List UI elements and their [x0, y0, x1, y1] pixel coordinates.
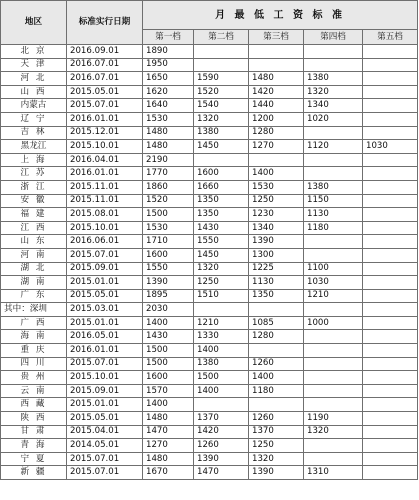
- wage-tier-5-cell: [363, 316, 418, 330]
- wage-tier-2-cell: 1590: [194, 72, 249, 86]
- table-row: [1, 45, 418, 59]
- wage-tier-5-cell: [363, 439, 418, 453]
- wage-tier-4-cell: 1190: [304, 412, 363, 426]
- wage-tier-4-cell: 1120: [304, 140, 363, 154]
- wage-tier-4-cell: [304, 344, 363, 358]
- wage-tier-4-cell: 1020: [304, 112, 363, 126]
- table-row: [1, 167, 418, 181]
- wage-tier-4-cell: [304, 384, 363, 398]
- wage-tier-2-cell: 1430: [194, 221, 249, 235]
- date-cell: 2015.11.01: [67, 180, 143, 194]
- table-row: [1, 276, 418, 290]
- wage-tier-3-cell: [249, 344, 304, 358]
- table-row: [1, 235, 418, 249]
- wage-tier-3-cell: 1530: [249, 180, 304, 194]
- wage-tier-1-cell: 1470: [143, 425, 194, 439]
- wage-tier-5-cell: [363, 99, 418, 113]
- table-row: [1, 371, 418, 385]
- wage-tier-1-cell: 1480: [143, 126, 194, 140]
- date-cell: 2015.07.01: [67, 452, 143, 466]
- wage-tier-5-cell: [363, 303, 418, 317]
- region-cell: 内蒙古: [1, 99, 67, 113]
- wage-tier-5-cell: [363, 398, 418, 412]
- wage-tier-3-cell: 1250: [249, 439, 304, 453]
- date-cell: 2015.10.01: [67, 221, 143, 235]
- region-cell: 黑龙江: [1, 140, 67, 154]
- date-cell: 2015.01.01: [67, 276, 143, 290]
- tier-header-3: 第三档: [249, 30, 304, 45]
- wage-tier-5-cell: [363, 466, 418, 480]
- region-cell: 天 津: [1, 58, 67, 72]
- wage-tier-1-cell: 1890: [143, 45, 194, 59]
- wage-tier-1-cell: 1400: [143, 316, 194, 330]
- region-cell: 山 西: [1, 85, 67, 99]
- wage-tier-2-cell: 1390: [194, 452, 249, 466]
- table-body: [1, 45, 418, 480]
- table-row: [1, 99, 418, 113]
- wage-tier-5-cell: [363, 167, 418, 181]
- wage-tier-2-cell: 1540: [194, 99, 249, 113]
- region-cell: 山 东: [1, 235, 67, 249]
- wage-tier-2-cell: 1500: [194, 371, 249, 385]
- wage-tier-1-cell: 1400: [143, 398, 194, 412]
- table-row: [1, 357, 418, 371]
- region-cell: 广 东: [1, 289, 67, 303]
- wage-tier-4-cell: [304, 452, 363, 466]
- region-cell: 陕 西: [1, 412, 67, 426]
- wage-tier-2-cell: 1510: [194, 289, 249, 303]
- table-row: [1, 398, 418, 412]
- table-row: [1, 412, 418, 426]
- region-cell: 北 京: [1, 45, 67, 59]
- wage-tier-1-cell: 1480: [143, 412, 194, 426]
- wage-tier-4-cell: 1380: [304, 180, 363, 194]
- date-cell: 2015.07.01: [67, 466, 143, 480]
- region-cell: 辽 宁: [1, 112, 67, 126]
- wage-tier-3-cell: [249, 398, 304, 412]
- wage-tier-4-cell: [304, 235, 363, 249]
- wage-tier-2-cell: 1320: [194, 262, 249, 276]
- wage-tier-2-cell: 1400: [194, 344, 249, 358]
- region-cell: 浙 江: [1, 180, 67, 194]
- date-cell: 2015.03.01: [67, 303, 143, 317]
- wage-tier-2-cell: 1450: [194, 140, 249, 154]
- wage-tier-2-cell: [194, 303, 249, 317]
- wage-tier-2-cell: 1600: [194, 167, 249, 181]
- date-cell: 2015.05.01: [67, 412, 143, 426]
- date-cell: 2015.07.01: [67, 357, 143, 371]
- wage-tier-1-cell: 1500: [143, 344, 194, 358]
- wage-tier-2-cell: 1250: [194, 276, 249, 290]
- wage-tier-4-cell: 1150: [304, 194, 363, 208]
- wage-tier-4-cell: 1320: [304, 85, 363, 99]
- wage-tier-1-cell: 1430: [143, 330, 194, 344]
- wage-tier-5-cell: [363, 45, 418, 59]
- table-row: [1, 262, 418, 276]
- table-row: [1, 384, 418, 398]
- table-row: [1, 452, 418, 466]
- region-cell: 福 建: [1, 208, 67, 222]
- wage-tier-2-cell: 1370: [194, 412, 249, 426]
- wage-tier-5-cell: [363, 425, 418, 439]
- header-row: [1, 1, 418, 30]
- wage-tier-5-cell: [363, 85, 418, 99]
- tier-header-2: 第二档: [194, 30, 249, 45]
- region-cell: 宁 夏: [1, 452, 67, 466]
- wage-tier-3-cell: 1340: [249, 221, 304, 235]
- date-cell: 2015.01.01: [67, 316, 143, 330]
- date-cell: 2014.05.01: [67, 439, 143, 453]
- wage-tier-1-cell: 1600: [143, 371, 194, 385]
- table-row: [1, 58, 418, 72]
- date-cell: 2015.01.01: [67, 398, 143, 412]
- wage-tier-5-cell: [363, 412, 418, 426]
- wage-tier-2-cell: 1550: [194, 235, 249, 249]
- wage-tier-3-cell: 1390: [249, 235, 304, 249]
- wage-tier-4-cell: [304, 371, 363, 385]
- wage-tier-5-cell: [363, 153, 418, 167]
- wage-tier-1-cell: 1390: [143, 276, 194, 290]
- date-cell: 2016.01.01: [67, 167, 143, 181]
- wage-tier-4-cell: [304, 167, 363, 181]
- wage-tier-2-cell: 1330: [194, 330, 249, 344]
- wage-tier-4-cell: [304, 248, 363, 262]
- wage-tier-5-cell: [363, 208, 418, 222]
- region-header: 地区: [1, 1, 67, 45]
- table-row: [1, 72, 418, 86]
- date-cell: 2015.09.01: [67, 262, 143, 276]
- wage-tier-2-cell: 1400: [194, 384, 249, 398]
- wage-tier-5-cell: [363, 58, 418, 72]
- wage-tier-5-cell: [363, 276, 418, 290]
- wage-tier-4-cell: [304, 58, 363, 72]
- wage-tier-1-cell: 1500: [143, 357, 194, 371]
- date-cell: 2015.12.01: [67, 126, 143, 140]
- table-row: [1, 425, 418, 439]
- table-row: [1, 140, 418, 154]
- date-header: 标准实行日期: [67, 1, 143, 45]
- wage-tier-1-cell: 1640: [143, 99, 194, 113]
- region-cell: 广 西: [1, 316, 67, 330]
- wage-tier-3-cell: 1280: [249, 330, 304, 344]
- wage-tier-1-cell: 1520: [143, 194, 194, 208]
- wage-tier-3-cell: [249, 45, 304, 59]
- wage-tier-1-cell: 1770: [143, 167, 194, 181]
- date-cell: 2015.08.01: [67, 208, 143, 222]
- table-row: [1, 180, 418, 194]
- region-cell: 重 庆: [1, 344, 67, 358]
- wage-tier-3-cell: [249, 58, 304, 72]
- wage-tier-4-cell: 1100: [304, 262, 363, 276]
- table-row: [1, 112, 418, 126]
- wage-tier-1-cell: 1860: [143, 180, 194, 194]
- wage-tier-5-cell: [363, 452, 418, 466]
- date-cell: 2016.01.01: [67, 344, 143, 358]
- wage-tier-4-cell: 1030: [304, 276, 363, 290]
- wage-tier-2-cell: [194, 45, 249, 59]
- wage-tier-1-cell: 1570: [143, 384, 194, 398]
- wage-tier-3-cell: 1440: [249, 99, 304, 113]
- table-row: [1, 303, 418, 317]
- table-row: [1, 466, 418, 480]
- wage-tier-3-cell: 1420: [249, 85, 304, 99]
- date-cell: 2015.10.01: [67, 371, 143, 385]
- region-cell: 吉 林: [1, 126, 67, 140]
- region-cell: 江 西: [1, 221, 67, 235]
- date-cell: 2015.07.01: [67, 99, 143, 113]
- wage-tier-4-cell: 1340: [304, 99, 363, 113]
- wage-tier-5-cell: [363, 72, 418, 86]
- wage-tier-2-cell: 1470: [194, 466, 249, 480]
- wage-tier-1-cell: 1530: [143, 112, 194, 126]
- region-cell: 海 南: [1, 330, 67, 344]
- region-cell: 青 海: [1, 439, 67, 453]
- table-row: [1, 248, 418, 262]
- wage-tier-2-cell: 1520: [194, 85, 249, 99]
- wage-tier-4-cell: 1310: [304, 466, 363, 480]
- wage-tier-1-cell: 2030: [143, 303, 194, 317]
- wage-tier-3-cell: 1350: [249, 289, 304, 303]
- region-cell: 湖 北: [1, 262, 67, 276]
- table-row: [1, 221, 418, 235]
- date-cell: 2016.04.01: [67, 153, 143, 167]
- wage-tier-1-cell: 1650: [143, 72, 194, 86]
- wage-tier-3-cell: [249, 303, 304, 317]
- wage-tier-4-cell: [304, 126, 363, 140]
- date-cell: 2015.11.01: [67, 194, 143, 208]
- wage-tier-4-cell: [304, 398, 363, 412]
- date-cell: 2016.05.01: [67, 330, 143, 344]
- wage-tier-4-cell: [304, 153, 363, 167]
- wage-tier-5-cell: [363, 384, 418, 398]
- table-row: [1, 289, 418, 303]
- wage-tier-5-cell: [363, 180, 418, 194]
- region-cell: 上 海: [1, 153, 67, 167]
- region-cell: 云 南: [1, 384, 67, 398]
- wage-tier-4-cell: 1130: [304, 208, 363, 222]
- wage-tier-3-cell: 1250: [249, 194, 304, 208]
- date-cell: 2016.09.01: [67, 45, 143, 59]
- wage-tier-1-cell: 1270: [143, 439, 194, 453]
- wage-tier-2-cell: 1260: [194, 439, 249, 453]
- table-row: [1, 208, 418, 222]
- wage-tier-1-cell: 1950: [143, 58, 194, 72]
- wage-tier-5-cell: [363, 221, 418, 235]
- date-cell: 2016.07.01: [67, 58, 143, 72]
- tier-header-1: 第一档: [143, 30, 194, 45]
- wage-tier-4-cell: [304, 330, 363, 344]
- region-cell: 湖 南: [1, 276, 67, 290]
- wage-tier-4-cell: [304, 303, 363, 317]
- region-cell: 河 南: [1, 248, 67, 262]
- date-cell: 2015.05.01: [67, 289, 143, 303]
- wage-tier-4-cell: [304, 357, 363, 371]
- wage-tier-1-cell: 1670: [143, 466, 194, 480]
- wage-tier-4-cell: 1000: [304, 316, 363, 330]
- wage-tier-5-cell: [363, 235, 418, 249]
- wage-tier-5-cell: [363, 344, 418, 358]
- date-cell: 2016.01.01: [67, 112, 143, 126]
- wage-tier-2-cell: 1450: [194, 248, 249, 262]
- wage-tier-3-cell: 1400: [249, 371, 304, 385]
- wage-tier-3-cell: 1300: [249, 248, 304, 262]
- wage-tier-5-cell: [363, 371, 418, 385]
- wage-tier-3-cell: 1260: [249, 412, 304, 426]
- wage-tier-3-cell: 1390: [249, 466, 304, 480]
- region-cell: 河 北: [1, 72, 67, 86]
- wage-tier-3-cell: 1180: [249, 384, 304, 398]
- wage-tier-1-cell: 2190: [143, 153, 194, 167]
- wage-tier-1-cell: 1620: [143, 85, 194, 99]
- table-row: [1, 344, 418, 358]
- wage-tier-1-cell: 1895: [143, 289, 194, 303]
- table-row: [1, 439, 418, 453]
- wage-tier-2-cell: 1320: [194, 112, 249, 126]
- wage-tier-2-cell: [194, 153, 249, 167]
- wage-tier-1-cell: 1480: [143, 452, 194, 466]
- table-title: 月 最 低 工 资 标 准: [143, 1, 418, 30]
- wage-tier-3-cell: 1370: [249, 425, 304, 439]
- wage-tier-4-cell: 1320: [304, 425, 363, 439]
- region-cell: 西 藏: [1, 398, 67, 412]
- wage-tier-3-cell: 1200: [249, 112, 304, 126]
- region-cell: 江 苏: [1, 167, 67, 181]
- wage-tier-5-cell: [363, 289, 418, 303]
- wage-tier-1-cell: 1600: [143, 248, 194, 262]
- wage-tier-3-cell: [249, 153, 304, 167]
- wage-tier-5-cell: [363, 262, 418, 276]
- wage-tier-4-cell: [304, 439, 363, 453]
- region-cell: 新 疆: [1, 466, 67, 480]
- region-cell: 其中：深圳: [1, 303, 67, 317]
- date-cell: 2015.07.01: [67, 248, 143, 262]
- table-row: [1, 194, 418, 208]
- date-cell: 2015.10.01: [67, 140, 143, 154]
- date-cell: 2016.07.01: [67, 72, 143, 86]
- wage-tier-3-cell: 1320: [249, 452, 304, 466]
- date-cell: 2016.06.01: [67, 235, 143, 249]
- table-row: [1, 153, 418, 167]
- table-row: [1, 330, 418, 344]
- wage-tier-1-cell: 1500: [143, 208, 194, 222]
- wage-tier-5-cell: [363, 330, 418, 344]
- tier-header-4: 第四档: [304, 30, 363, 45]
- wage-tier-4-cell: 1180: [304, 221, 363, 235]
- wage-tier-3-cell: 1130: [249, 276, 304, 290]
- wage-tier-3-cell: 1225: [249, 262, 304, 276]
- wage-tier-3-cell: 1085: [249, 316, 304, 330]
- wage-tier-2-cell: 1660: [194, 180, 249, 194]
- wage-tier-1-cell: 1710: [143, 235, 194, 249]
- wage-tier-4-cell: 1210: [304, 289, 363, 303]
- wage-tier-5-cell: [363, 357, 418, 371]
- table-row: [1, 126, 418, 140]
- wage-tier-2-cell: 1350: [194, 208, 249, 222]
- region-cell: 四 川: [1, 357, 67, 371]
- wage-tier-2-cell: 1210: [194, 316, 249, 330]
- date-cell: 2015.05.01: [67, 85, 143, 99]
- table-row: [1, 85, 418, 99]
- region-cell: 安 徽: [1, 194, 67, 208]
- date-cell: 2015.09.01: [67, 384, 143, 398]
- wage-tier-1-cell: 1550: [143, 262, 194, 276]
- table-row: [1, 316, 418, 330]
- region-cell: 贵 州: [1, 371, 67, 385]
- wage-tier-1-cell: 1530: [143, 221, 194, 235]
- tier-header-5: 第五档: [363, 30, 418, 45]
- wage-tier-4-cell: [304, 45, 363, 59]
- wage-tier-1-cell: 1480: [143, 140, 194, 154]
- wage-tier-2-cell: [194, 398, 249, 412]
- wage-tier-3-cell: 1400: [249, 167, 304, 181]
- wage-tier-3-cell: 1280: [249, 126, 304, 140]
- wage-tier-2-cell: 1380: [194, 126, 249, 140]
- wage-tier-5-cell: [363, 126, 418, 140]
- region-cell: 甘 肃: [1, 425, 67, 439]
- wage-tier-5-cell: [363, 112, 418, 126]
- wage-tier-2-cell: [194, 58, 249, 72]
- wage-tier-3-cell: 1260: [249, 357, 304, 371]
- wage-tier-5-cell: [363, 194, 418, 208]
- wage-tier-2-cell: 1420: [194, 425, 249, 439]
- wage-tier-5-cell: [363, 248, 418, 262]
- wage-tier-2-cell: 1380: [194, 357, 249, 371]
- date-cell: 2015.04.01: [67, 425, 143, 439]
- wage-tier-2-cell: 1350: [194, 194, 249, 208]
- wage-tier-3-cell: 1480: [249, 72, 304, 86]
- wage-tier-5-cell: 1030: [363, 140, 418, 154]
- wage-tier-3-cell: 1230: [249, 208, 304, 222]
- wage-tier-3-cell: 1270: [249, 140, 304, 154]
- wage-tier-4-cell: 1380: [304, 72, 363, 86]
